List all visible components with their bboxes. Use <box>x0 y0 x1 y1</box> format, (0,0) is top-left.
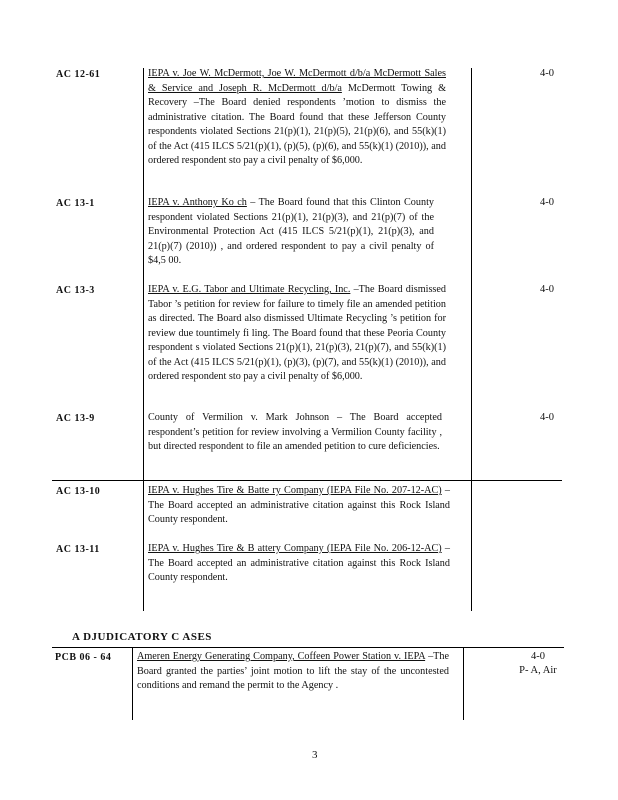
case-category: P- A, Air <box>519 665 557 676</box>
column-divider-left <box>143 68 144 611</box>
case-description <box>148 196 434 269</box>
case-summary: County of Vermilion v. Mark Johnson – The Board accepted respondent’s petition for review involving a Vermilion County facility , but directed respondent to file an amended petition to cure deficiencies. <box>148 412 442 452</box>
case-vote: 4-0 <box>540 412 554 423</box>
case-description <box>148 484 450 528</box>
adjudicatory-column-divider-right <box>463 648 464 720</box>
case-number: AC 13-9 <box>56 413 95 424</box>
case-description <box>148 411 442 455</box>
case-description <box>148 542 450 586</box>
case-caption: IEPA v. Joe W. McDermott, Joe W. McDermott d/b/a McDermott Sales & Service and Joseph R. McDermott d/b/a <box>148 68 446 94</box>
case-number: PCB 06 - 64 <box>55 652 112 663</box>
case-summary: –The Board dismissed Tabor ’s petition for review for failure to timely file an amended petition as directed. The Board also dismissed Ultimate Recycling ’s petition for review due tountimely fi ling. The Board found that these Peoria County respondent s violated Sections 21(p)(1), 21(p)(3), 21(p)(7), and 55(k)(1) of the Act (415 ILCS 5/21(p)(1), (p)(3), (p)(7), and 55(k)(1) (2010)), and ordered respondent sto pay a civil penalty of $6,000. <box>148 284 446 382</box>
case-caption: IEPA v. E.G. Tabor and Ultimate Recycling, Inc. <box>148 284 351 295</box>
case-caption: Ameren Energy Generating Company, Coffeen Power Station v. IEPA <box>137 651 426 662</box>
case-number: AC 13-3 <box>56 285 95 296</box>
case-vote: 4-0 <box>540 68 554 79</box>
column-divider-right <box>471 68 472 611</box>
case-summary: –The Board granted the parties’ joint motion to lift the stay of the uncontested conditions and remand the permit to the Agency . <box>137 651 450 691</box>
case-description <box>148 283 446 385</box>
case-caption: IEPA v. Anthony Ko ch <box>148 197 247 208</box>
case-number: AC 12-61 <box>56 69 101 80</box>
case-caption: IEPA v. Hughes Tire & Batte ry Company (IEPA File No. 207-12-AC) <box>148 485 442 496</box>
case-vote: 4-0 <box>540 284 554 295</box>
case-summary: – The Board found that this Clinton County respondent violated Sections 21(p)(1), 21(p)(3), and 21(p)(7) of the Environmental Protection Act (415 ILCS 5/21(p)(1), 21(p)(3), and 21(p)(7) (2010)) , and ordered respondent to pay a civil penalty of $4,5 00. <box>148 197 435 266</box>
case-summary: McDermott Towing & Recovery –The Board denied respondents ’motion to dismiss the administrative citation. The Board found that these Jefferson County respondents violated Sections 21(p)(1), 21(p)(5), 21(p)(6), and 55(k)(1) of the Act (415 ILCS 5/21(p)(1), (p)(5), (p)(6), and 55(k)(1) (2010)), and ordered respondent sto pay a civil penalty of $6,000. <box>148 82 447 166</box>
section-heading: A DJUDICATORY C ASES <box>72 631 212 643</box>
case-vote: 4-0 <box>531 651 545 662</box>
page-number: 3 <box>312 749 318 761</box>
case-vote: 4-0 <box>540 197 554 208</box>
case-number: AC 13-11 <box>56 544 100 555</box>
adjudicatory-column-divider-left <box>132 648 133 720</box>
case-number: AC 13-10 <box>56 486 101 497</box>
case-number: AC 13-1 <box>56 198 95 209</box>
case-caption: IEPA v. Hughes Tire & B attery Company (IEPA File No. 206-12-AC) <box>148 543 442 554</box>
adjudicatory-table-top-rule <box>52 647 564 648</box>
row-divider <box>52 480 562 481</box>
case-description <box>148 67 446 169</box>
case-description <box>137 650 449 694</box>
case-summary: –The Board accepted an administrative citation against this Rock Island County respondent. <box>148 485 451 525</box>
case-summary: –The Board accepted an administrative citation against this Rock Island County respondent. <box>148 543 451 583</box>
